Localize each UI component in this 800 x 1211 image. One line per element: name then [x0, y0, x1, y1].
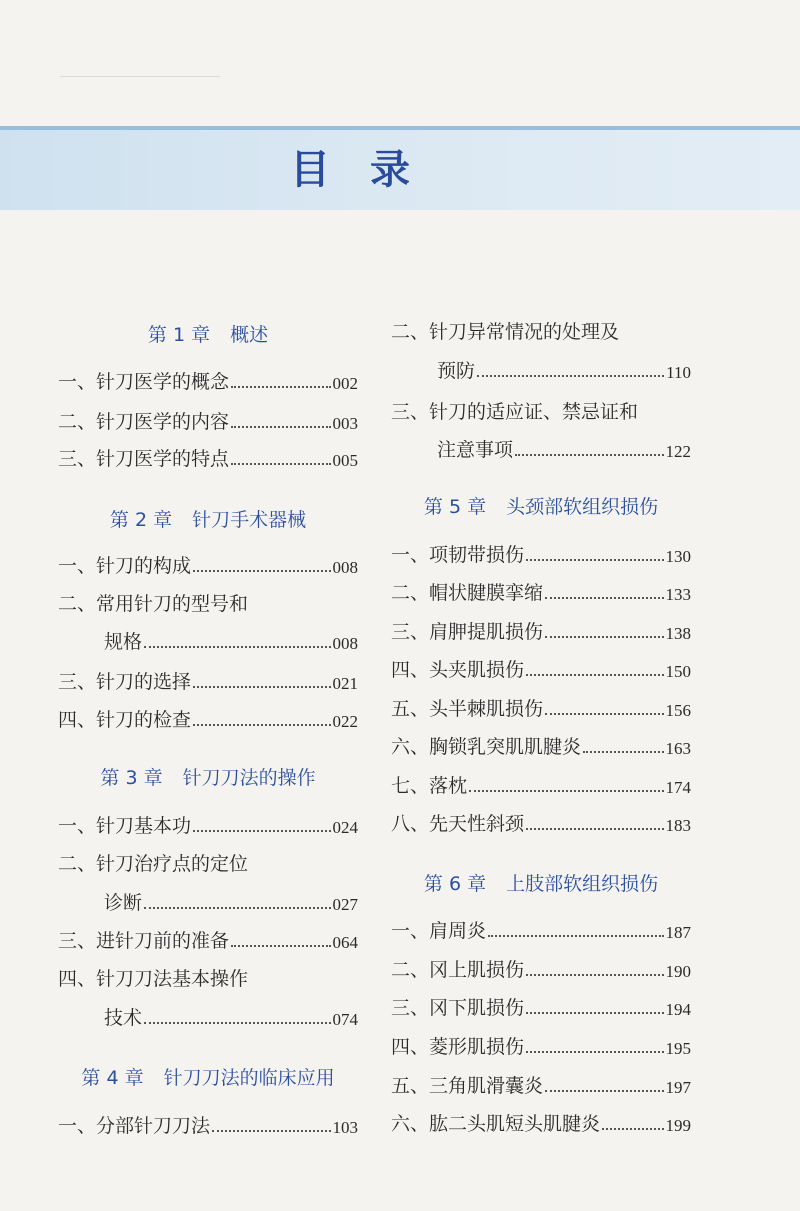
toc-page-number: 103 [332, 1118, 358, 1137]
toc-entry[interactable] [58, 366, 358, 394]
dot-leader [526, 674, 663, 676]
toc-page-number: 194 [665, 1000, 691, 1019]
banner-top-line [0, 126, 800, 130]
dot-leader [231, 463, 330, 465]
dot-leader [231, 426, 330, 428]
toc-entry[interactable] [391, 577, 691, 605]
chapter-heading [58, 320, 358, 347]
toc-page-number: 064 [332, 933, 358, 952]
dot-leader [526, 828, 663, 830]
toc-page-number: 199 [665, 1116, 691, 1135]
chapter-number: 第 6 章 [423, 873, 487, 895]
chapter-number: 第 5 章 [423, 496, 487, 518]
toc-page-number: 130 [665, 547, 691, 566]
dot-leader [193, 830, 330, 832]
toc-page-number: 008 [332, 634, 358, 653]
toc-page-number: 133 [665, 585, 691, 604]
chapter-number: 第 4 章 [81, 1067, 144, 1089]
toc-page-number: 027 [332, 895, 358, 914]
top-rule [60, 76, 220, 77]
toc-page-number: 003 [332, 414, 358, 433]
toc-page-number: 197 [665, 1078, 691, 1097]
toc-entry-text: 四、针刀刀法基本操作 [58, 968, 249, 990]
toc-entry-text: 三、针刀医学的特点 [58, 448, 230, 470]
toc-entry[interactable] [58, 848, 358, 876]
chapter-title: 上肢部软组织损伤 [506, 873, 659, 895]
toc-entry[interactable] [58, 1110, 358, 1138]
chapter-title: 针刀刀法的临床应用 [163, 1067, 335, 1089]
toc-page-number: 190 [665, 962, 691, 981]
chapter-title: 概述 [230, 324, 269, 346]
dot-leader [583, 751, 663, 753]
toc-entry-text: 三、冈下肌损伤 [391, 997, 525, 1019]
toc-entry-text: 二、冈上肌损伤 [391, 959, 525, 981]
dot-leader [526, 559, 663, 561]
chapter-heading [391, 492, 691, 519]
toc-entry-text: 四、针刀的检查 [58, 709, 192, 731]
toc-entry[interactable] [391, 1108, 691, 1136]
chapter-heading [58, 1063, 358, 1090]
toc-entry-text: 五、三角肌滑囊炎 [391, 1075, 544, 1097]
toc-entry[interactable] [391, 654, 691, 682]
dot-leader [231, 386, 330, 388]
dot-leader [526, 1051, 663, 1053]
toc-entry[interactable] [391, 915, 691, 943]
toc-entry-text: 三、针刀的适应证、禁忌证和 [391, 401, 639, 423]
toc-page-number: 174 [665, 778, 691, 797]
toc-entry-text: 六、肱二头肌短头肌腱炎 [391, 1113, 601, 1135]
toc-entry-text: 诊断 [104, 892, 143, 914]
toc-page-number: 024 [332, 818, 358, 837]
toc-entry-text: 七、落枕 [391, 775, 468, 797]
dot-leader [545, 636, 663, 638]
toc-entry[interactable] [58, 925, 358, 953]
toc-page-number: 021 [332, 674, 358, 693]
dot-leader [144, 1022, 330, 1024]
toc-page-number: 138 [665, 624, 691, 643]
toc-entry[interactable] [391, 770, 691, 798]
dot-leader [515, 454, 663, 456]
toc-entry[interactable] [437, 434, 691, 462]
toc-entry-text: 二、针刀治疗点的定位 [58, 853, 249, 875]
toc-page-number: 008 [332, 558, 358, 577]
dot-leader [144, 907, 330, 909]
chapter-number: 第 3 章 [100, 767, 163, 789]
chapter-title: 针刀刀法的操作 [182, 767, 316, 789]
dot-leader [526, 974, 663, 976]
toc-entry[interactable] [58, 406, 358, 434]
toc-entry[interactable] [391, 693, 691, 721]
toc-page-number: 002 [332, 374, 358, 393]
chapter-title: 头颈部软组织损伤 [506, 496, 659, 518]
dot-leader [144, 646, 330, 648]
chapter-heading [58, 763, 358, 790]
toc-page-number: 195 [665, 1039, 691, 1058]
toc-entry[interactable] [391, 1031, 691, 1059]
toc-entry[interactable] [437, 355, 691, 383]
toc-entry[interactable] [391, 992, 691, 1020]
toc-page-number: 122 [665, 442, 691, 461]
toc-page-number: 183 [665, 816, 691, 835]
toc-entry[interactable] [58, 810, 358, 838]
dot-leader [526, 1012, 663, 1014]
toc-page-number: 022 [332, 712, 358, 731]
toc-entry[interactable] [104, 626, 358, 654]
chapter-number: 第 1 章 [147, 324, 211, 346]
toc-entry[interactable] [58, 963, 358, 991]
toc-entry-text: 三、进针刀前的准备 [58, 930, 230, 952]
toc-page-number: 074 [332, 1010, 358, 1029]
toc-entry-text: 注意事项 [437, 439, 514, 461]
chapter-heading [391, 869, 691, 896]
chapter-number: 第 2 章 [109, 509, 173, 531]
dot-leader [212, 1130, 330, 1132]
chapter-heading [58, 505, 358, 532]
toc-entry[interactable] [58, 550, 358, 578]
toc-entry-text: 二、常用针刀的型号和 [58, 593, 249, 615]
dot-leader [477, 375, 664, 377]
toc-entry-text: 一、针刀基本功 [58, 815, 192, 837]
toc-entry[interactable] [58, 588, 358, 616]
toc-entry[interactable] [391, 1070, 691, 1098]
page-title: 目录 [290, 147, 450, 193]
toc-entry-text: 八、先天性斜颈 [391, 813, 525, 835]
toc-entry[interactable] [391, 808, 691, 836]
toc-entry[interactable] [391, 616, 691, 644]
toc-entry-text: 预防 [437, 360, 476, 382]
toc-entry-text: 技术 [104, 1007, 143, 1029]
dot-leader [545, 597, 663, 599]
dot-leader [602, 1128, 663, 1130]
toc-entry-text: 四、菱形肌损伤 [391, 1036, 525, 1058]
chapter-title: 针刀手术器械 [192, 509, 307, 531]
toc-entry-text: 一、针刀医学的概念 [58, 371, 230, 393]
toc-entry-text: 三、肩胛提肌损伤 [391, 621, 544, 643]
toc-entry-text: 一、项韧带损伤 [391, 544, 525, 566]
toc-entry[interactable] [391, 396, 691, 424]
toc-entry-text: 二、帽状腱膜挛缩 [391, 582, 544, 604]
toc-entry[interactable] [391, 316, 691, 344]
toc-entry-text: 一、针刀的构成 [58, 555, 192, 577]
toc-entry[interactable] [58, 704, 358, 732]
toc-page-number: 005 [332, 451, 358, 470]
toc-entry-text: 规格 [104, 631, 143, 653]
toc-entry-text: 一、肩周炎 [391, 920, 487, 942]
dot-leader [193, 724, 330, 726]
toc-entry-text: 四、头夹肌损伤 [391, 659, 525, 681]
toc-page-number: 150 [665, 662, 691, 681]
dot-leader [469, 790, 663, 792]
toc-entry[interactable] [391, 731, 691, 759]
dot-leader [488, 935, 663, 937]
toc-entry-text: 五、头半棘肌损伤 [391, 698, 544, 720]
toc-entry-text: 六、胸锁乳突肌肌腱炎 [391, 736, 582, 758]
dot-leader [231, 945, 330, 947]
toc-entry[interactable] [58, 666, 358, 694]
dot-leader [545, 713, 663, 715]
toc-entry-text: 二、针刀异常情况的处理及 [391, 321, 620, 343]
toc-entry[interactable] [58, 443, 358, 471]
toc-page-number: 156 [665, 701, 691, 720]
toc-entry-text: 三、针刀的选择 [58, 671, 192, 693]
toc-page-number: 163 [665, 739, 691, 758]
toc-entry[interactable] [391, 954, 691, 982]
toc-entry-text: 二、针刀医学的内容 [58, 411, 230, 433]
dot-leader [193, 570, 330, 572]
toc-entry[interactable] [104, 1002, 358, 1030]
toc-entry-text: 一、分部针刀刀法 [58, 1115, 211, 1137]
toc-entry[interactable] [104, 887, 358, 915]
toc-page-number: 187 [665, 923, 691, 942]
dot-leader [545, 1090, 663, 1092]
toc-page-number: 110 [666, 363, 691, 382]
dot-leader [193, 686, 330, 688]
toc-entry[interactable] [391, 539, 691, 567]
